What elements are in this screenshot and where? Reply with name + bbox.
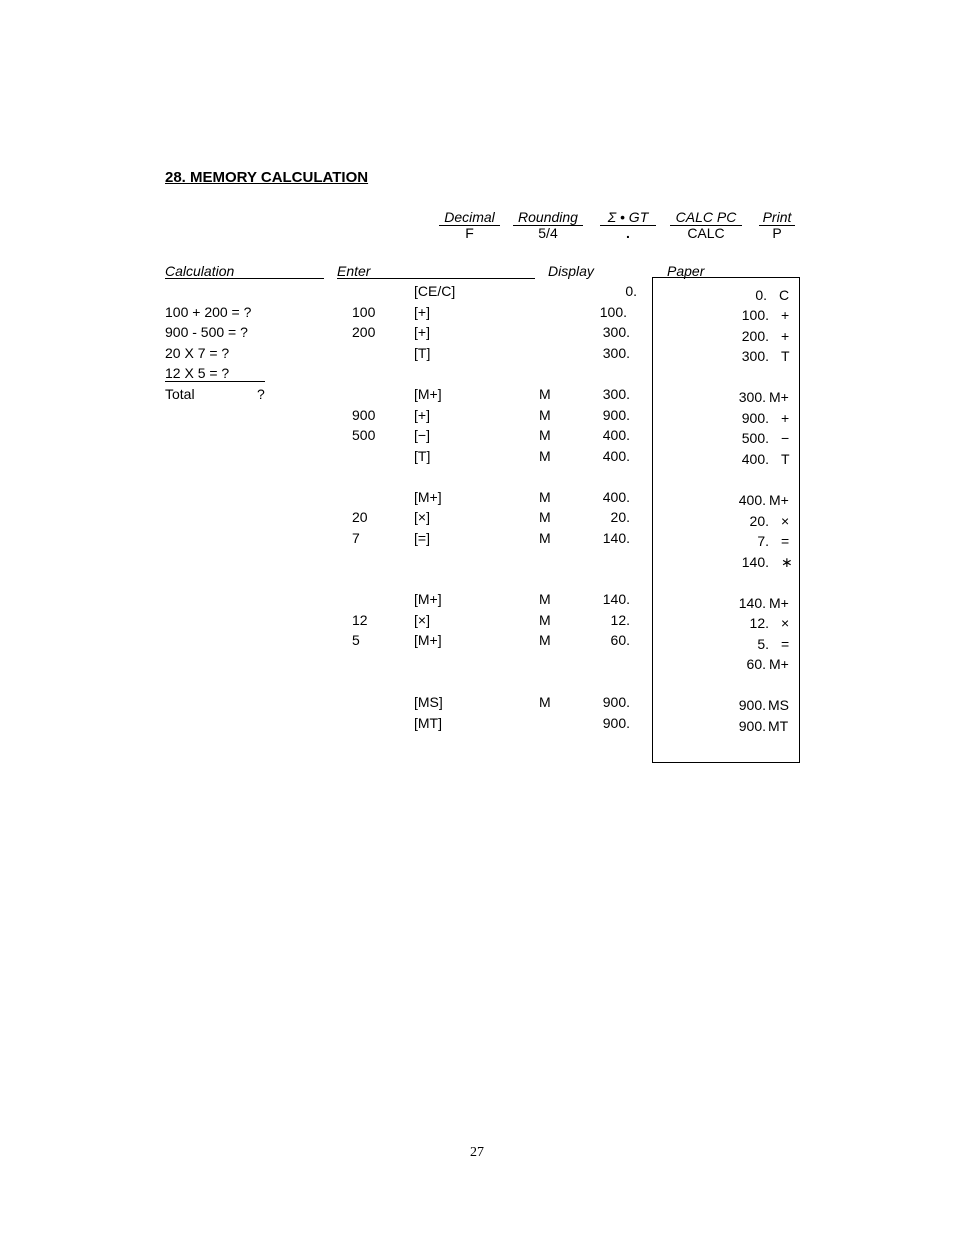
key-label: [M+] <box>414 591 442 607</box>
enter-number: 20 <box>352 509 368 525</box>
key-label: [=] <box>414 530 430 546</box>
rounding-value: 5/4 <box>538 225 558 241</box>
paper-number: 140. <box>741 554 769 570</box>
page-number: 27 <box>470 1145 484 1160</box>
memory-indicator: M <box>539 632 551 648</box>
paper-symbol: + <box>781 410 790 426</box>
memory-indicator: M <box>539 591 551 607</box>
calc-total-label: Total <box>165 386 195 402</box>
key-label: [×] <box>414 509 430 525</box>
display-value: 140. <box>602 591 630 607</box>
key-label: [+] <box>414 407 430 423</box>
paper-number: 300. <box>741 348 769 364</box>
paper-number: 5. <box>757 636 769 652</box>
display-value: 100. <box>599 304 627 320</box>
paper-number: 400. <box>738 492 766 508</box>
paper-symbol: M+ <box>769 595 789 611</box>
enter-header-rule <box>337 278 535 279</box>
paper-number: 0. <box>755 287 767 303</box>
paper-number: 900. <box>741 410 769 426</box>
key-label: [×] <box>414 612 430 628</box>
display-value: 20. <box>610 509 630 525</box>
paper-symbol: C <box>779 287 790 303</box>
memory-indicator: M <box>539 489 551 505</box>
display-value: 300. <box>602 324 630 340</box>
paper-symbol: MS <box>768 697 789 713</box>
key-label: [T] <box>414 448 431 464</box>
key-label: [MS] <box>414 694 443 710</box>
enter-number: 7 <box>352 530 360 546</box>
print-value: P <box>772 225 782 241</box>
enter-number: 200 <box>352 324 376 340</box>
paper-symbol: M+ <box>769 492 789 508</box>
paper-number: 200. <box>741 328 769 344</box>
paper-symbol: = <box>781 533 790 549</box>
paper-number: 140. <box>738 595 766 611</box>
paper-number: 400. <box>741 451 769 467</box>
paper-symbol: ∗ <box>781 554 793 570</box>
rounding-label: Rounding <box>513 209 583 226</box>
paper-symbol: MT <box>768 718 789 734</box>
memory-indicator: M <box>539 386 551 402</box>
calc-item: 100 + 200 = ? <box>165 304 252 320</box>
display-value: 400. <box>602 427 630 443</box>
display-value: 12. <box>610 612 630 628</box>
paper-symbol: T <box>781 451 790 467</box>
display-value: 400. <box>602 489 630 505</box>
key-label: [M+] <box>414 632 442 648</box>
display-value: 400. <box>602 448 630 464</box>
paper-symbol: + <box>781 328 790 344</box>
col-header-enter: Enter <box>337 263 371 279</box>
col-header-display: Display <box>548 263 594 279</box>
calc-total-question: ? <box>257 386 265 402</box>
calc-sum-rule <box>165 381 265 382</box>
calc-item: 900 - 500 = ? <box>165 324 248 340</box>
memory-indicator: M <box>539 509 551 525</box>
paper-number: 100. <box>741 307 769 323</box>
gt-label: Σ • GT <box>600 209 656 226</box>
key-label: [+] <box>414 324 430 340</box>
paper-symbol: + <box>781 307 790 323</box>
calc-pc-label: CALC PC <box>670 209 742 226</box>
decimal-value: F <box>465 225 474 241</box>
calc-item: 20 X 7 = ? <box>165 345 230 361</box>
memory-indicator: M <box>539 427 551 443</box>
key-label: [+] <box>414 304 430 320</box>
gt-value: . <box>626 225 630 241</box>
enter-number: 100 <box>352 304 376 320</box>
memory-indicator: M <box>539 530 551 546</box>
key-label: [T] <box>414 345 431 361</box>
calc-item: 12 X 5 = ? <box>165 365 230 381</box>
paper-number: 900. <box>738 697 766 713</box>
key-label: [CE/C] <box>414 283 456 299</box>
display-value: 0. <box>625 283 637 299</box>
enter-number: 5 <box>352 632 360 648</box>
paper-symbol: − <box>781 430 790 446</box>
key-label: [−] <box>414 427 430 443</box>
display-value: 300. <box>602 345 630 361</box>
paper-number: 500. <box>741 430 769 446</box>
enter-number: 12 <box>352 612 368 628</box>
key-label: [M+] <box>414 489 442 505</box>
col-header-calculation: Calculation <box>165 263 235 279</box>
enter-number: 500 <box>352 427 376 443</box>
calc-pc-value: CALC <box>687 225 725 241</box>
paper-symbol: T <box>781 348 790 364</box>
paper-number: 900. <box>738 718 766 734</box>
display-value: 140. <box>602 530 630 546</box>
paper-number: 7. <box>757 533 769 549</box>
col-header-paper: Paper <box>667 263 705 279</box>
paper-symbol: × <box>781 513 790 529</box>
paper-symbol: M+ <box>769 656 789 672</box>
paper-symbol: × <box>781 615 790 631</box>
calculation-header-rule <box>165 278 324 279</box>
paper-number: 12. <box>749 615 769 631</box>
paper-number: 300. <box>738 389 766 405</box>
memory-indicator: M <box>539 694 551 710</box>
decimal-label: Decimal <box>439 209 500 226</box>
display-value: 300. <box>602 386 630 402</box>
print-label: Print <box>759 209 795 226</box>
paper-number: 60. <box>746 656 766 672</box>
display-value: 900. <box>602 715 630 731</box>
enter-number: 900 <box>352 407 376 423</box>
paper-symbol: = <box>781 636 790 652</box>
memory-indicator: M <box>539 612 551 628</box>
display-value: 60. <box>610 632 630 648</box>
display-value: 900. <box>602 694 630 710</box>
key-label: [M+] <box>414 386 442 402</box>
display-value: 900. <box>602 407 630 423</box>
paper-number: 20. <box>749 513 769 529</box>
key-label: [MT] <box>414 715 442 731</box>
memory-indicator: M <box>539 407 551 423</box>
memory-indicator: M <box>539 448 551 464</box>
section-title: 28. MEMORY CALCULATION <box>165 169 369 186</box>
paper-symbol: M+ <box>769 389 789 405</box>
